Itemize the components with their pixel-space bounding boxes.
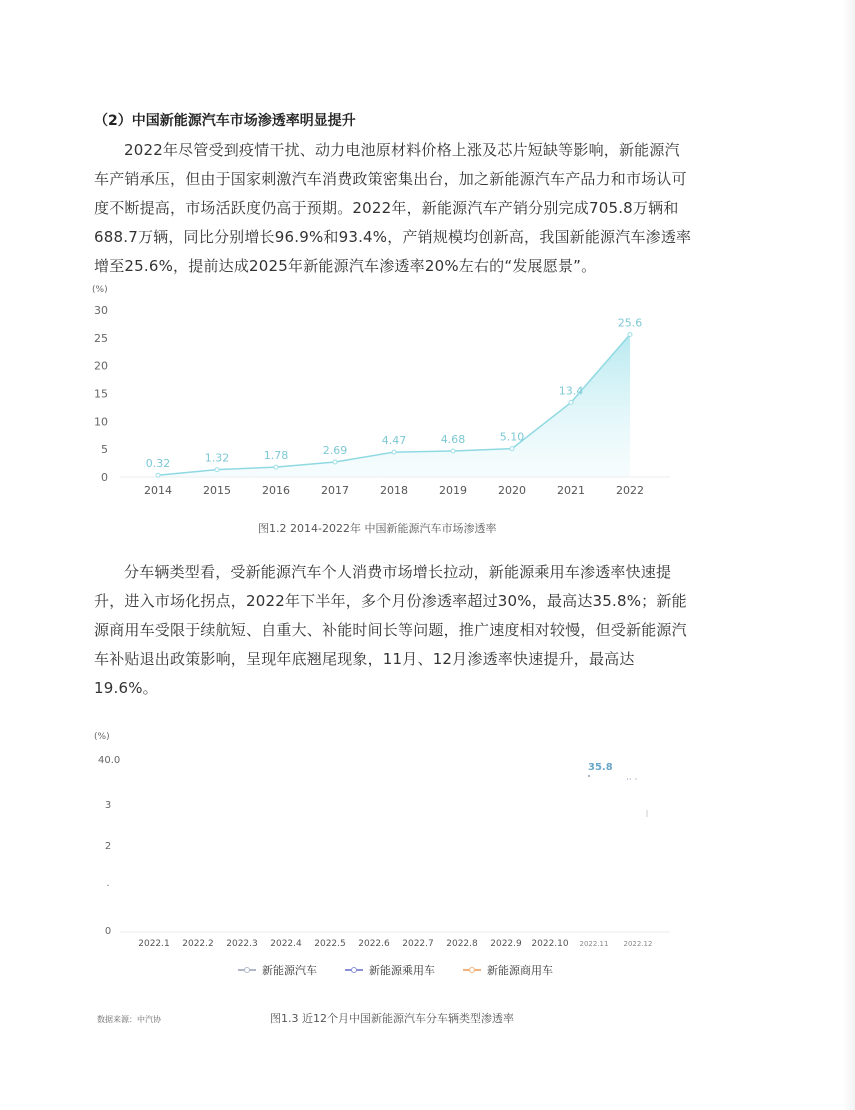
x-tick-label: 2022.2 bbox=[182, 939, 214, 949]
vehicle-type-line-chart bbox=[80, 725, 680, 955]
x-axis-ticks bbox=[144, 484, 644, 497]
penetration-area-chart bbox=[80, 280, 680, 505]
y-axis-unit: (%) bbox=[94, 732, 110, 742]
y-axis-unit: (%) bbox=[92, 285, 108, 295]
data-point bbox=[274, 465, 278, 469]
y-tick-label: 30 bbox=[94, 304, 108, 317]
x-tick-label: 2022.9 bbox=[490, 939, 522, 949]
x-tick-label: 2022.6 bbox=[358, 939, 390, 949]
legend-marker bbox=[463, 969, 481, 971]
y-tick-label: · bbox=[106, 881, 110, 892]
legend-item bbox=[345, 962, 435, 978]
x-tick-label: 2014 bbox=[144, 484, 172, 497]
legend-label: 新能源乘用车 bbox=[369, 964, 435, 977]
y-tick-label: 40.0 bbox=[98, 755, 121, 766]
x-tick-label: 2022.3 bbox=[226, 939, 258, 949]
x-tick-label: 2020 bbox=[498, 484, 526, 497]
y-tick-label: 3 bbox=[104, 800, 112, 811]
section-title: （2）中国新能源汽车市场渗透率明显提升 bbox=[94, 113, 356, 129]
data-label: 4.68 bbox=[440, 432, 466, 446]
x-tick-label: 2017 bbox=[321, 484, 349, 497]
data-source: 数据来源：中汽协 bbox=[97, 1015, 161, 1024]
x-tick-label: 2022.8 bbox=[446, 939, 478, 949]
figure-caption-2: 图1.3 近12个月中国新能源汽车分车辆类型渗透率 bbox=[270, 1012, 514, 1025]
legend-marker bbox=[345, 969, 363, 971]
data-label: 2.69 bbox=[322, 444, 348, 458]
x-tick-label: 2021 bbox=[557, 484, 585, 497]
y-tick-label: 5 bbox=[101, 443, 108, 457]
x-tick-label: 2022.4 bbox=[270, 939, 302, 949]
data-point bbox=[510, 447, 514, 451]
y-tick-label: 20 bbox=[94, 359, 108, 373]
paragraph-2: 分车辆类型看，受新能源汽车个人消费市场增长拉动，新能源乘用车渗透率快速提升，进入市场化拐点，2022年下半年，多个月份渗透率超过30%，最高达35.8%；新能源商用车受限于续航短、自重大、补能时间长等问题，推广速度相对较慢，但受新能源汽车补贴退出政策影响，呈现年底翘尾现象，11月、12月渗透率快速提升，最高达19.6%。 bbox=[94, 563, 687, 697]
data-point bbox=[451, 449, 455, 453]
data-label: 13.4 bbox=[558, 384, 584, 398]
data-label: 1.78 bbox=[263, 449, 289, 463]
data-label: 25.6 bbox=[617, 316, 643, 330]
x-tick-label: 2016 bbox=[262, 484, 290, 497]
x-tick-label: 2019 bbox=[439, 484, 467, 497]
data-label: 4.47 bbox=[381, 434, 407, 448]
legend-label: 新能源汽车 bbox=[262, 964, 317, 977]
data-point bbox=[333, 460, 337, 464]
data-point bbox=[569, 400, 573, 404]
x-axis-ticks bbox=[138, 939, 652, 949]
x-tick-label: 2022.10 bbox=[531, 939, 569, 949]
paragraph-1: 2022年尽管受到疫情干扰、动力电池原材料价格上涨及芯片短缺等影响，新能源汽车产销承压，但由于国家刺激汽车消费政策密集出台，加之新能源汽车产品力和市场认可度不断提高，市场活跃度仍高于预期。2022年，新能源汽车产销分别完成705.8万辆和688.7万辆，同比分别增长96.9%和93.4%，产销规模均创新高，我国新能源汽车渗透率增至25.6%，提前达成2025年新能源汽车渗透率20%左右的“发展愿景”。 bbox=[94, 141, 692, 275]
y-tick-label: 2 bbox=[104, 841, 112, 852]
x-tick-label: 2022.1 bbox=[138, 939, 170, 949]
legend-item bbox=[463, 962, 553, 978]
y-axis-ticks bbox=[98, 755, 120, 937]
data-point bbox=[215, 468, 219, 472]
y-tick-label: 10 bbox=[94, 415, 108, 429]
x-tick-label: 2015 bbox=[203, 484, 231, 497]
y-axis-ticks bbox=[94, 304, 108, 484]
data-label: ·· · bbox=[626, 775, 638, 785]
data-point bbox=[628, 332, 632, 336]
data-point bbox=[156, 473, 160, 477]
x-tick-label: 2022.12 bbox=[623, 940, 653, 948]
data-label: 1.32 bbox=[204, 451, 230, 465]
x-tick-label: 2022.7 bbox=[402, 939, 434, 949]
x-tick-label: 2018 bbox=[380, 484, 408, 497]
data-point bbox=[392, 450, 396, 454]
x-tick-label: 2022.5 bbox=[314, 939, 346, 949]
page-edge-shadow bbox=[843, 0, 855, 1110]
chart-legend bbox=[238, 962, 553, 978]
data-point bbox=[588, 775, 590, 777]
y-tick-label: 25 bbox=[94, 331, 108, 345]
x-tick-label: 2022 bbox=[616, 484, 644, 497]
y-tick-label: 0 bbox=[104, 926, 112, 937]
figure-caption-1: 图1.2 2014-2022年 中国新能源汽车市场渗透率 bbox=[258, 522, 497, 535]
x-tick-label: 2022.11 bbox=[579, 940, 609, 948]
legend-item bbox=[238, 962, 317, 978]
legend-label: 新能源商用车 bbox=[487, 964, 553, 977]
y-tick-label: 15 bbox=[94, 387, 108, 401]
data-label: 35.8 bbox=[588, 762, 613, 773]
data-label: 5.10 bbox=[499, 430, 525, 444]
legend-marker bbox=[238, 969, 256, 971]
y-tick-label: 0 bbox=[101, 471, 108, 484]
data-label: 0.32 bbox=[145, 457, 171, 471]
